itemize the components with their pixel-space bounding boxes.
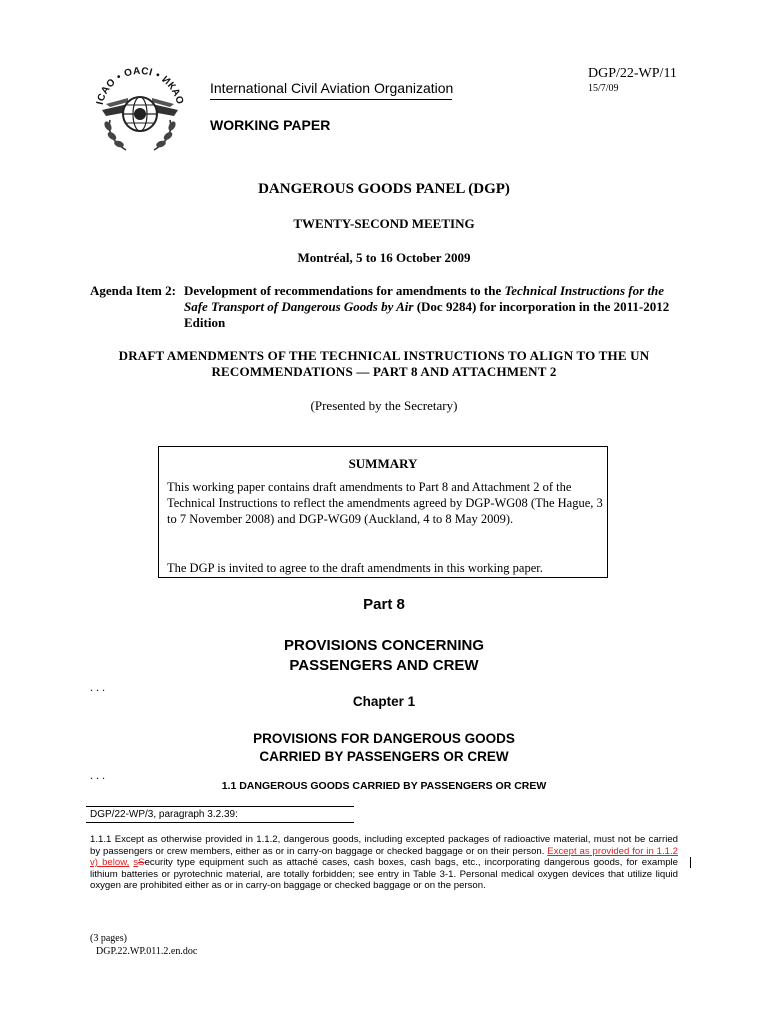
- agenda-item-text: [184, 283, 680, 331]
- change-bar: [690, 857, 691, 868]
- meeting-name: TWENTY-SECOND MEETING: [293, 216, 475, 231]
- part-heading: Part 8: [363, 596, 405, 613]
- organization-name: International Civil Aviation Organization: [210, 80, 454, 96]
- agenda-text-start: Development of recommendations for amendments to the: [184, 283, 505, 298]
- page-count: (3 pages): [90, 933, 127, 944]
- agenda-item-label: Agenda Item 2:: [90, 283, 176, 298]
- document-reference: DGP/22-WP/11: [588, 66, 677, 81]
- paragraph-text-end: ecurity type equipment such as attaché cases, cash boxes, cash bags, etc., incorporating dangerous goods, for example lithium batteries or pyrotechnic material, are totally forbidden; see entry in Table 3-1. Personal medical oxygen devices that utilize liquid oxygen are prohibited either as or in carry-on baggage or checked baggage or on the person.: [90, 857, 678, 892]
- chapter-title-line-1: PROVISIONS FOR DANGEROUS GOODS: [253, 731, 515, 746]
- meeting-venue: Montréal, 5 to 16 October 2009: [297, 250, 471, 265]
- chapter-title: [0, 730, 768, 766]
- omission-marker: . . .: [90, 768, 105, 782]
- paper-title-line-2: RECOMMENDATIONS — PART 8 AND ATTACHMENT 2: [211, 364, 557, 379]
- agenda-text-end: (Doc 9284) for incorporation in the 2011-2012 Edition: [184, 299, 670, 330]
- summary-action: The DGP is invited to agree to the draft amendments in this working paper.: [167, 561, 543, 575]
- working-paper-label: WORKING PAPER: [210, 117, 331, 133]
- paragraph-1-1-1: [90, 834, 678, 892]
- file-name: DGP.22.WP.011.2.en.doc: [96, 946, 198, 957]
- reference-note: DGP/22-WP/3, paragraph 3.2.39:: [90, 809, 238, 820]
- document-date: 15/7/09: [588, 83, 619, 94]
- paragraph-text-start: 1.1.1 Except as otherwise provided in 1.1.2, dangerous goods, including excepted packages of radioactive material, must not be carried by passengers or crew members, either as or in carry-on baggage or checked baggage or on their person.: [90, 834, 678, 857]
- agenda-text-italic: Technical Instructions for the Safe Transport of Dangerous Goods by Air: [184, 283, 665, 314]
- paper-title-line-1: DRAFT AMENDMENTS OF THE TECHNICAL INSTRUCTIONS TO ALIGN TO THE UN: [118, 348, 650, 363]
- reference-rule-bottom: [86, 822, 354, 823]
- panel-title: DANGEROUS GOODS PANEL (DGP): [258, 181, 510, 197]
- paper-title: [0, 348, 768, 380]
- part-title: [0, 636, 768, 676]
- inserted-text: Except as provided for in 1.1.2 v) below,: [90, 845, 679, 869]
- omission-marker: . . .: [90, 680, 105, 694]
- chapter-heading: Chapter 1: [352, 694, 416, 709]
- summary-paragraph: This working paper contains draft amendments to Part 8 and Attachment 2 of the Technical Instructions to reflect the amendments agreed by DGP-WG08 (The Hague, 3 to 7 November 2008) and DGP-WG09 (Auckland, 4 to 8 May 2009).: [167, 480, 603, 526]
- chapter-title-line-2: CARRIED BY PASSENGERS OR CREW: [259, 749, 509, 764]
- summary-heading: SUMMARY: [348, 456, 418, 471]
- agenda-item: [90, 283, 680, 331]
- presented-by: (Presented by the Secretary): [310, 398, 458, 413]
- deleted-letter: S: [138, 857, 145, 869]
- reference-rule-top: [86, 806, 354, 807]
- inserted-letter: s: [133, 857, 139, 869]
- icao-emblem: [88, 60, 192, 160]
- summary-box: [158, 446, 608, 578]
- section-heading: 1.1 DANGEROUS GOODS CARRIED BY PASSENGERS OR CREW: [221, 780, 547, 792]
- logo-lettering: ICAO • OACI • ИКАО: [94, 65, 186, 106]
- icao-logo-icon: [88, 60, 192, 160]
- part-title-line-2: PASSENGERS AND CREW: [289, 657, 479, 674]
- part-title-line-1: PROVISIONS CONCERNING: [283, 637, 485, 654]
- organization-underline: [210, 99, 452, 100]
